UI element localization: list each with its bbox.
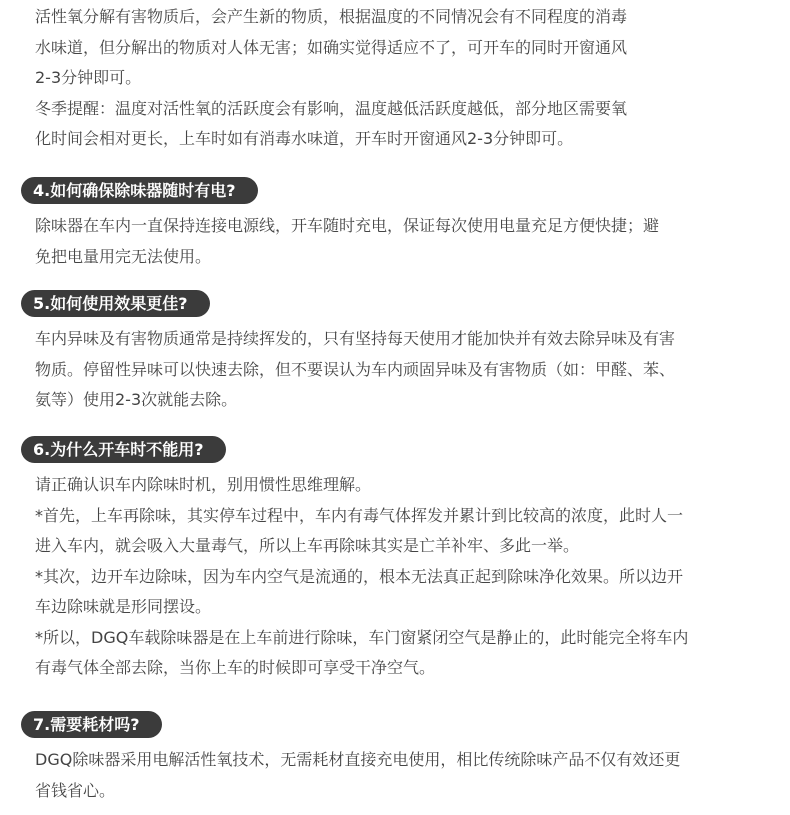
text-line: 除味器在车内一直保持连接电源线，开车随时充电，保证每次使用电量充足方便快捷；避: [35, 216, 660, 235]
text-line: 车边除味就是形同摆设。: [35, 597, 212, 616]
section-paragraph: [35, 745, 780, 806]
text-line: 化时间会相对更长，上车时如有消毒水味道，开车时开窗通风2-3分钟即可。: [35, 129, 574, 148]
text-line: 2-3分钟即可。: [35, 68, 142, 87]
text-line: 请正确认识车内除味时机，别用惯性思维理解。: [35, 475, 372, 494]
text-line: 物质。停留性异味可以快速去除，但不要误认为车内顽固异味及有害物质（如：甲醛、苯、: [35, 359, 676, 379]
text-line: 车内异味及有害物质通常是持续挥发的，只有坚持每天使用才能加快并有效去除异味及有害: [35, 329, 676, 348]
text-line: DGQ除味器采用电解活性氧技术，无需耗材直接充电使用，相比传统除味产品不仅有效还更: [35, 750, 681, 769]
section-heading: 6.为什么开车时不能用?: [21, 436, 226, 463]
section-heading: 4.如何确保除味器随时有电?: [21, 177, 258, 204]
text-line: 有毒气体全部去除，当你上车的时候即可享受干净空气。: [35, 658, 436, 677]
section-heading: 7.需要耗材吗?: [21, 711, 162, 738]
text-line: 水味道，但分解出的物质对人体无害；如确实觉得适应不了，可开车的同时开窗通风: [35, 37, 628, 57]
section-heading: 5.如何使用效果更佳?: [21, 290, 210, 317]
text-line: *其次，边开车边除味，因为车内空气是流通的，根本无法真正起到除味净化效果。所以边开: [35, 566, 684, 586]
text-line: *首先，上车再除味，其实停车过程中，车内有毒气体挥发并累计到比较高的浓度，此时人一: [35, 505, 684, 525]
section-paragraph: [35, 324, 780, 416]
text-line: 活性氧分解有害物质后，会产生新的物质，根据温度的不同情况会有不同程度的消毒: [35, 7, 628, 26]
text-line: 冬季提醒：温度对活性氧的活跃度会有影响，温度越低活跃度越低，部分地区需要氧: [35, 98, 628, 118]
text-line: 进入车内，就会吸入大量毒气，所以上车再除味其实是亡羊补牢、多此一举。: [35, 536, 580, 555]
intro-paragraph: [35, 2, 780, 155]
text-line: 免把电量用完无法使用。: [35, 246, 212, 266]
text-line: 氨等）使用2-3次就能去除。: [35, 390, 238, 409]
text-line: 省钱省心。: [35, 780, 116, 800]
section-paragraph: [35, 211, 780, 272]
section-paragraph: [35, 470, 780, 684]
text-line: *所以，DGQ车载除味器是在上车前进行除味，车门窗紧闭空气是静止的，此时能完全将车内: [35, 627, 689, 647]
